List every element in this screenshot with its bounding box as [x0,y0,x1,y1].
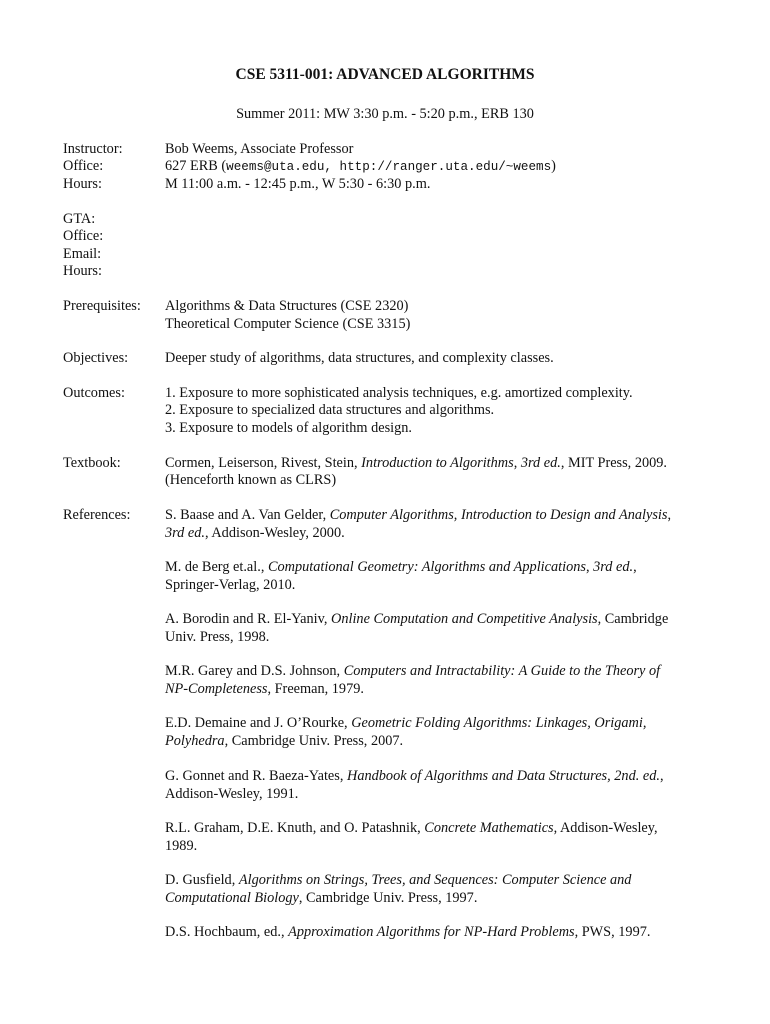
ref-authors: M.R. Garey and D.S. Johnson, [165,663,344,679]
instructor-label: Instructor: [63,141,123,157]
ref-authors: E.D. Demaine and J. O’Rourke, [165,715,352,731]
ref-authors: D.S. Hochbaum, ed., [165,924,289,940]
ref-title: Approximation Algorithms for NP-Hard Problems [288,924,575,940]
ref-publisher: , Cambridge [597,611,669,627]
separator: , [324,160,340,174]
ref-title: Online Computation and Competitive Analysis [331,611,598,627]
reference-item [165,507,725,542]
ref-publisher: , PWS, 1997. [574,924,651,940]
outcomes-label: Outcomes: [63,385,125,401]
ref-sep: , [667,507,672,523]
office-room: 627 ERB ( [165,158,227,174]
ref-title: Computational Biology [165,889,299,906]
textbook-sep: , [513,455,521,471]
ref-edition: 3rd ed. [165,524,205,541]
textbook-label: Textbook: [63,455,121,471]
textbook-note: (Henceforth known as CLRS) [165,472,337,488]
textbook-citation [165,455,725,473]
ref-title: Computers and Intractability: A Guide to the Theory of [343,663,661,679]
reference-item [165,872,725,907]
ref-title: Polyhedra [165,732,225,749]
reference-item [165,559,725,594]
objectives-label: Objectives: [63,350,129,366]
objectives-text: Deeper study of algorithms, data structures, and complexity classes. [165,350,554,366]
ref-authors: D. Gusfield, [165,872,239,888]
ref-title: Geometric Folding Algorithms: Linkages, Origami, [351,715,647,731]
textbook-authors: Cormen, Leiserson, Rivest, Stein, [165,455,362,471]
instructor-hours: M 11:00 a.m. - 12:45 p.m., W 5:30 - 6:30 p.m. [165,176,431,192]
outcome-item: 1. Exposure to more sophisticated analysis techniques, e.g. amortized complexity. [165,385,633,401]
textbook-publisher: , MIT Press, 2009. [560,455,668,471]
reference-item [165,715,725,750]
instructor-website-link[interactable]: http://ranger.uta.edu/~weems [339,160,552,174]
ref-publisher: , Cambridge Univ. Press, 2007. [224,732,404,749]
ref-publisher: Addison-Wesley, 1991. [165,785,299,802]
ref-sep: , [585,559,594,575]
gta-email-label: Email: [63,246,102,262]
prerequisites-label: Prerequisites: [63,298,141,314]
reference-item [165,663,725,698]
ref-sep: , [659,768,664,784]
reference-item [165,768,725,803]
ref-title: Concrete Mathematics [424,820,554,836]
ref-publisher: , Cambridge Univ. Press, 1997. [298,889,478,906]
ref-title: Computational Geometry: Algorithms and Applications [267,559,586,575]
textbook-edition: 3rd ed. [520,455,561,471]
office-close-paren: ) [551,158,556,174]
ref-publisher: , Addison-Wesley, 2000. [204,524,345,541]
ref-title: NP-Completeness [165,680,268,697]
gta-office-label: Office: [63,228,104,244]
gta-hours-label: Hours: [63,263,102,279]
ref-authors: M. de Berg et.al., [165,559,268,575]
references-label: References: [63,507,131,523]
ref-authors: S. Baase and A. Van Gelder, [165,507,330,523]
ref-publisher: Univ. Press, 1998. [165,628,270,645]
ref-title: Handbook of Algorithms and Data Structures, 2nd. ed. [347,768,660,784]
ref-publisher: , Addison-Wesley, [553,820,658,836]
office-label: Office: [63,158,104,174]
textbook-title: Introduction to Algorithms [361,455,514,471]
ref-authors: A. Borodin and R. El-Yaniv, [165,611,332,627]
reference-item [165,611,725,646]
ref-sep: , [633,559,637,575]
ref-title: Computer Algorithms, Introduction to Design and Analysis [329,507,668,523]
instructor-office [165,158,725,177]
prerequisite-item: Algorithms & Data Structures (CSE 2320) [165,298,409,314]
ref-authors: G. Gonnet and R. Baeza-Yates, [165,768,347,784]
prerequisite-item: Theoretical Computer Science (CSE 3315) [165,316,411,332]
ref-authors: R.L. Graham, D.E. Knuth, and O. Patashnik, [165,820,425,836]
ref-year: 1989. [165,837,198,854]
instructor-name: Bob Weems, Associate Professor [165,141,354,157]
ref-publisher: Springer-Verlag, 2010. [165,576,296,593]
outcome-item: 3. Exposure to models of algorithm design. [165,420,412,436]
outcome-item: 2. Exposure to specialized data structures and algorithms. [165,402,495,418]
ref-title: Algorithms on Strings, Trees, and Sequences: Computer Science and [238,872,632,888]
reference-item [165,924,725,942]
hours-label: Hours: [63,176,102,192]
gta-label: GTA: [63,211,96,227]
page-title: CSE 5311-001: ADVANCED ALGORITHMS [235,66,535,83]
reference-item [165,820,725,855]
instructor-email-link[interactable]: weems@uta.edu [226,160,325,174]
course-schedule: Summer 2011: MW 3:30 p.m. - 5:20 p.m., ERB 130 [236,106,534,122]
ref-publisher: , Freeman, 1979. [267,680,364,697]
ref-edition: 3rd ed. [593,559,634,575]
